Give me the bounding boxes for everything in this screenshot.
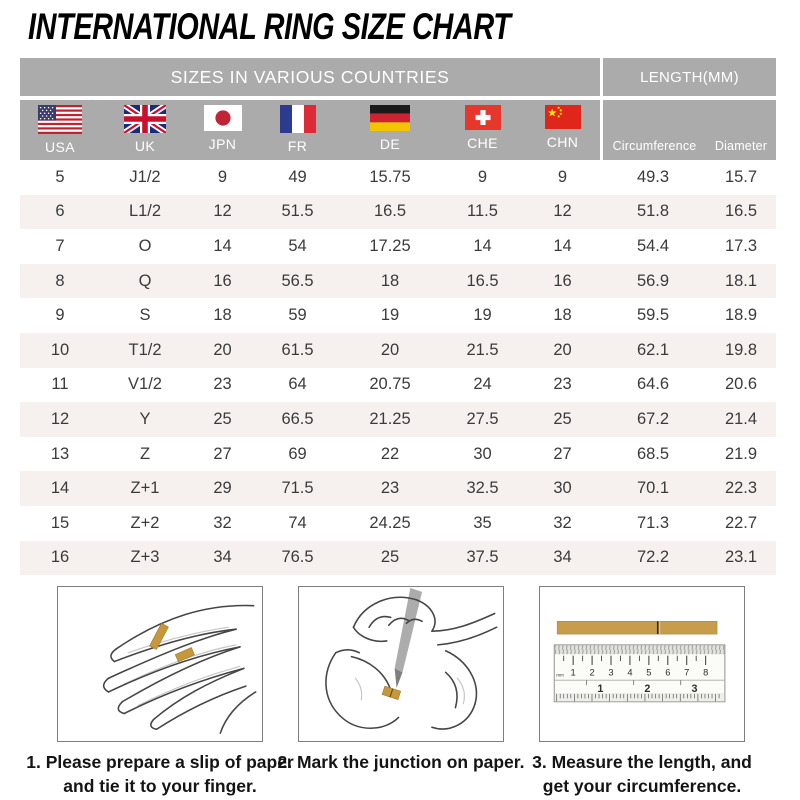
table-cell: 16 — [553, 271, 572, 290]
header-sizes-label: SIZES IN VARIOUS COUNTRIES — [20, 58, 600, 96]
table-cell: 32 — [553, 513, 572, 532]
table-row — [20, 298, 776, 333]
table-cell: 21.25 — [369, 409, 411, 428]
table-cell: 34 — [553, 548, 572, 567]
table-cell: 20 — [213, 340, 232, 359]
svg-text:8: 8 — [702, 666, 708, 677]
table-cell: 20.75 — [369, 375, 411, 394]
country-code-label: DE — [379, 136, 401, 152]
table-cell: 9 — [557, 167, 568, 186]
table-cell: 19 — [380, 306, 400, 325]
table-cell: 56.5 — [281, 271, 314, 290]
instruction-step-1 — [26, 586, 294, 798]
table-cell: 7 — [55, 236, 65, 255]
table-cell: 16 — [213, 271, 232, 290]
country-code-label: FR — [287, 138, 308, 154]
table-cell: Z — [139, 444, 151, 463]
table-row — [20, 471, 776, 506]
table-cell: 18 — [213, 306, 232, 325]
table-cell: 20.6 — [724, 375, 758, 394]
table-cell: 25 — [213, 409, 232, 428]
country-column-fr — [255, 100, 340, 160]
table-cell: 49 — [288, 167, 307, 186]
table-cell: 11.5 — [467, 202, 498, 221]
table-row — [20, 264, 776, 299]
table-cell: 27 — [213, 444, 232, 463]
table-cell: 64 — [288, 375, 307, 394]
germany-flag-icon — [370, 105, 410, 131]
table-cell: 6 — [55, 202, 65, 221]
table-cell: 32.5 — [466, 479, 499, 498]
country-column-jpn — [190, 100, 255, 160]
table-cell: 21.4 — [724, 409, 758, 428]
table-cell: 22.3 — [724, 479, 758, 498]
svg-text:7: 7 — [683, 666, 689, 677]
table-cell: 35 — [473, 513, 492, 532]
table-cell: 30 — [553, 479, 572, 498]
table-cell: 54 — [288, 236, 307, 255]
instruction-image-frame — [539, 586, 745, 742]
table-flags-row — [20, 100, 776, 160]
country-code-label: JPN — [208, 136, 237, 152]
france-flag-icon — [280, 105, 316, 133]
table-cell: 23 — [213, 375, 232, 394]
instruction-step-3 — [528, 586, 756, 798]
table-cell: 5 — [55, 167, 65, 186]
table-cell: 8 — [55, 271, 65, 290]
table-cell: 14 — [50, 479, 70, 498]
table-cell: 76.5 — [281, 548, 314, 567]
table-row — [20, 541, 776, 576]
table-cell: 23 — [380, 479, 400, 498]
ruler-measure-illustration — [541, 588, 744, 741]
table-cell: 11 — [51, 375, 69, 394]
table-cell: 12 — [50, 409, 70, 428]
table-body — [20, 160, 776, 575]
table-cell: 68.5 — [636, 444, 670, 463]
country-code-label: USA — [45, 139, 75, 155]
table-cell: T1/2 — [128, 340, 162, 359]
table-row — [20, 506, 776, 541]
marking-pen-illustration — [300, 588, 503, 741]
country-code-label: CHE — [467, 135, 498, 151]
table-cell: 30 — [473, 444, 492, 463]
table-cell: 12 — [213, 202, 232, 221]
table-cell: 27.5 — [466, 409, 499, 428]
usa-flag-icon — [38, 105, 82, 134]
instruction-caption: 3. Measure the length, and get your circumference. — [532, 752, 752, 796]
table-cell: 18 — [553, 306, 572, 325]
svg-text:2: 2 — [589, 666, 595, 677]
country-column-chn — [525, 100, 600, 160]
table-cell: 71.3 — [636, 513, 670, 532]
table-cell: 19.8 — [724, 340, 758, 359]
table-cell: 62.1 — [636, 340, 670, 359]
svg-text:6: 6 — [664, 666, 670, 677]
table-row — [20, 229, 776, 264]
table-cell: L1/2 — [128, 202, 162, 221]
table-cell: Q — [138, 271, 152, 290]
table-cell: 16 — [50, 548, 70, 567]
table-cell: 17.3 — [724, 236, 758, 255]
table-cell: Z+3 — [130, 548, 160, 567]
instruction-caption: 2. Mark the junction on paper. — [277, 752, 525, 772]
table-cell: 20 — [380, 340, 400, 359]
table-cell: 70.1 — [636, 479, 670, 498]
table-row — [20, 195, 776, 230]
table-cell: 25 — [380, 548, 400, 567]
table-cell: 54.4 — [636, 236, 670, 255]
uk-flag-icon — [124, 105, 166, 133]
instruction-image-frame — [57, 586, 263, 742]
svg-text:3: 3 — [690, 682, 697, 695]
table-cell: 15 — [50, 513, 70, 532]
table-cell: 10 — [50, 340, 70, 359]
table-cell: 18.1 — [724, 271, 758, 290]
japan-flag-icon — [204, 105, 242, 131]
table-cell: 29 — [213, 479, 232, 498]
table-cell: 15.7 — [724, 167, 758, 186]
table-cell: 59.5 — [636, 306, 670, 325]
table-cell: 21.5 — [466, 340, 499, 359]
table-cell: O — [138, 236, 152, 255]
table-cell: 14 — [473, 236, 492, 255]
table-cell: J1/2 — [129, 167, 161, 186]
country-column-che — [440, 100, 525, 160]
table-cell: 22 — [380, 444, 400, 463]
table-header-group-row — [20, 58, 776, 96]
table-cell: 51.5 — [281, 202, 314, 221]
svg-text:1: 1 — [596, 682, 603, 695]
table-cell: 64.6 — [636, 375, 670, 394]
table-row — [20, 402, 776, 437]
table-cell: 22.7 — [724, 513, 758, 532]
table-cell: 24 — [473, 375, 492, 394]
table-cell: 15.75 — [369, 167, 411, 186]
table-cell: Y — [139, 409, 151, 428]
table-cell: 19 — [473, 306, 492, 325]
table-cell: 67.2 — [636, 409, 670, 428]
table-cell: 69 — [288, 444, 307, 463]
table-row — [20, 368, 776, 403]
table-cell: 49.3 — [636, 167, 670, 186]
table-cell: 72.2 — [636, 548, 670, 567]
table-row — [20, 437, 776, 472]
country-column-uk — [100, 100, 190, 160]
table-cell: 32 — [213, 513, 232, 532]
table-cell: 23.1 — [724, 548, 758, 567]
table-cell: 14 — [213, 236, 232, 255]
table-cell: 51.8 — [636, 202, 670, 221]
table-cell: 13 — [50, 444, 70, 463]
instruction-step-2 — [277, 586, 525, 798]
header-length-label: LENGTH(MM) — [603, 58, 776, 96]
table-cell: 9 — [55, 306, 65, 325]
circumference-column-label: Circumference — [612, 139, 697, 153]
table-cell: 66.5 — [281, 409, 314, 428]
china-flag-icon — [545, 105, 581, 129]
table-cell: 14 — [553, 236, 572, 255]
table-cell: 23 — [553, 375, 572, 394]
country-column-de — [340, 100, 440, 160]
table-cell: V1/2 — [128, 375, 162, 394]
table-cell: 21.9 — [724, 444, 758, 463]
svg-text:5: 5 — [645, 666, 651, 677]
page-title: INTERNATIONAL RING SIZE CHART — [28, 6, 511, 47]
table-cell: 20 — [553, 340, 572, 359]
ring-size-table — [20, 58, 776, 575]
table-cell: 25 — [553, 409, 572, 428]
table-cell: Z+2 — [130, 513, 160, 532]
table-cell: 24.25 — [369, 513, 411, 532]
country-code-label: UK — [134, 138, 156, 154]
table-cell: 37.5 — [466, 548, 499, 567]
table-cell: 18.9 — [724, 306, 758, 325]
table-cell: 34 — [213, 548, 232, 567]
table-cell: 56.9 — [636, 271, 670, 290]
svg-text:3: 3 — [607, 666, 614, 677]
instruction-caption: 1. Please prepare a slip of paper and tie it to your finger. — [26, 752, 294, 796]
diameter-column-label: Diameter — [714, 139, 768, 153]
table-cell: 59 — [288, 306, 307, 325]
table-cell: 74 — [288, 513, 307, 532]
table-cell: 16.5 — [373, 202, 407, 221]
table-cell: 12 — [553, 202, 572, 221]
table-cell: 9 — [217, 167, 228, 186]
hand-with-paper-strip-illustration — [59, 588, 262, 741]
table-cell: 16.5 — [724, 202, 758, 221]
svg-text:mm: mm — [555, 671, 564, 677]
measuring-instructions — [0, 586, 800, 798]
svg-text:2: 2 — [643, 682, 650, 695]
table-row — [20, 160, 776, 195]
table-cell: 16.5 — [466, 271, 499, 290]
table-row — [20, 333, 776, 368]
table-cell: 61.5 — [281, 340, 314, 359]
country-code-label: CHN — [546, 134, 579, 150]
switzerland-flag-icon — [465, 105, 501, 130]
table-cell: Z+1 — [130, 479, 160, 498]
table-cell: 9 — [477, 167, 488, 186]
table-cell: 17.25 — [369, 236, 411, 255]
table-cell: S — [139, 306, 151, 325]
table-cell: 18 — [380, 271, 400, 290]
svg-text:4: 4 — [626, 666, 633, 677]
table-cell: 71.5 — [281, 479, 314, 498]
instruction-image-frame — [298, 586, 504, 742]
country-column-usa — [20, 100, 100, 160]
svg-text:1: 1 — [570, 666, 576, 677]
table-cell: 27 — [553, 444, 572, 463]
